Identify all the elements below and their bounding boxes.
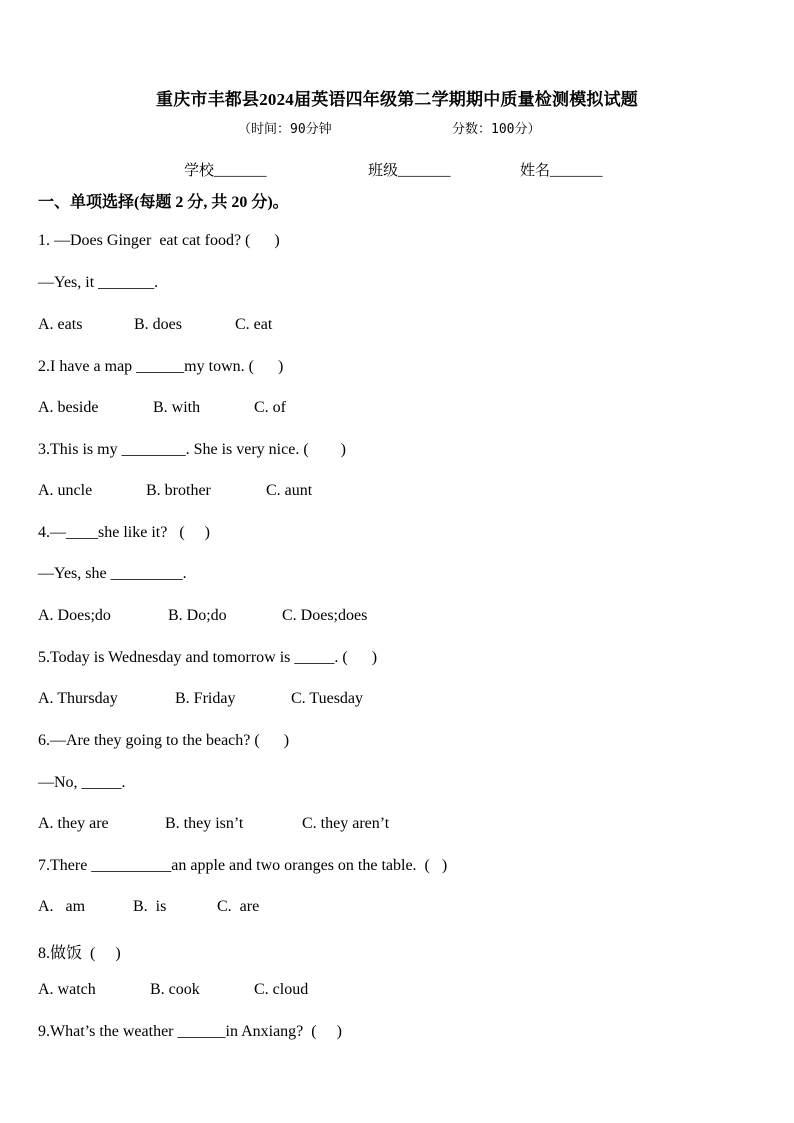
- question-4-stem: 4.—____she like it? ( ): [38, 524, 210, 541]
- question-6-option-a: A. they are: [38, 815, 109, 832]
- question-3-option-b: B. brother: [146, 482, 211, 499]
- question-2-option-b: B. with: [153, 399, 201, 416]
- name-field: 姓名_______: [520, 163, 603, 179]
- question-8-stem: 8.做饭 ( ): [38, 945, 121, 962]
- question-3-option-c: C. aunt: [266, 482, 313, 499]
- section-heading: 一、单项选择(每题 2 分, 共 20 分)。: [38, 194, 289, 211]
- question-5-stem: 5.Today is Wednesday and tomorrow is _____. ( ): [38, 649, 378, 666]
- question-3-option-a: A. uncle: [38, 482, 93, 499]
- exam-time: （时间：90分钟: [238, 122, 332, 137]
- question-2-option-a: A. beside: [38, 399, 99, 416]
- question-2-stem: 2.I have a map ______my town. ( ): [38, 358, 284, 375]
- question-8-option-a: A. watch: [38, 981, 96, 998]
- question-1-option-a: A. eats: [38, 316, 83, 333]
- question-6-option-b: B. they isn’t: [165, 815, 244, 832]
- question-5-option-c: C. Tuesday: [291, 690, 364, 707]
- question-8-option-b: B. cook: [150, 981, 200, 998]
- question-1-option-b: B. does: [134, 316, 182, 333]
- question-7-stem: 7.There __________an apple and two oranges on the table. ( ): [38, 857, 448, 874]
- question-8-option-c: C. cloud: [254, 981, 309, 998]
- question-1-stem: 1. —Does Ginger eat cat food? ( ): [38, 232, 280, 249]
- question-7-option-a: A. am: [38, 898, 86, 915]
- question-4-option-a: A. Does;do: [38, 607, 111, 624]
- school-field: 学校_______: [184, 163, 267, 179]
- question-7-option-b: B. is: [133, 898, 167, 915]
- question-5-option-a: A. Thursday: [38, 690, 118, 707]
- page-title: 重庆市丰都县2024届英语四年级第二学期期中质量检测模拟试题: [156, 90, 638, 109]
- question-6-stem: 6.—Are they going to the beach? ( ): [38, 732, 290, 749]
- question-7-option-c: C. are: [217, 898, 260, 915]
- question-1-answer-line: —Yes, it _______.: [38, 274, 159, 291]
- question-4-option-c: C. Does;does: [282, 607, 368, 624]
- question-2-option-c: C. of: [254, 399, 286, 416]
- exam-score: 分数：100分）: [452, 122, 541, 137]
- question-1-option-c: C. eat: [235, 316, 273, 333]
- question-6-option-c: C. they aren’t: [302, 815, 390, 832]
- question-4-answer-line: —Yes, she _________.: [38, 565, 187, 582]
- question-3-stem: 3.This is my ________. She is very nice. ( ): [38, 441, 346, 458]
- question-9-stem: 9.What’s the weather ______in Anxiang? ( ): [38, 1023, 342, 1040]
- question-5-option-b: B. Friday: [175, 690, 236, 707]
- class-field: 班级_______: [368, 163, 451, 179]
- question-6-answer-line: —No, _____.: [38, 774, 126, 791]
- question-4-option-b: B. Do;do: [168, 607, 227, 624]
